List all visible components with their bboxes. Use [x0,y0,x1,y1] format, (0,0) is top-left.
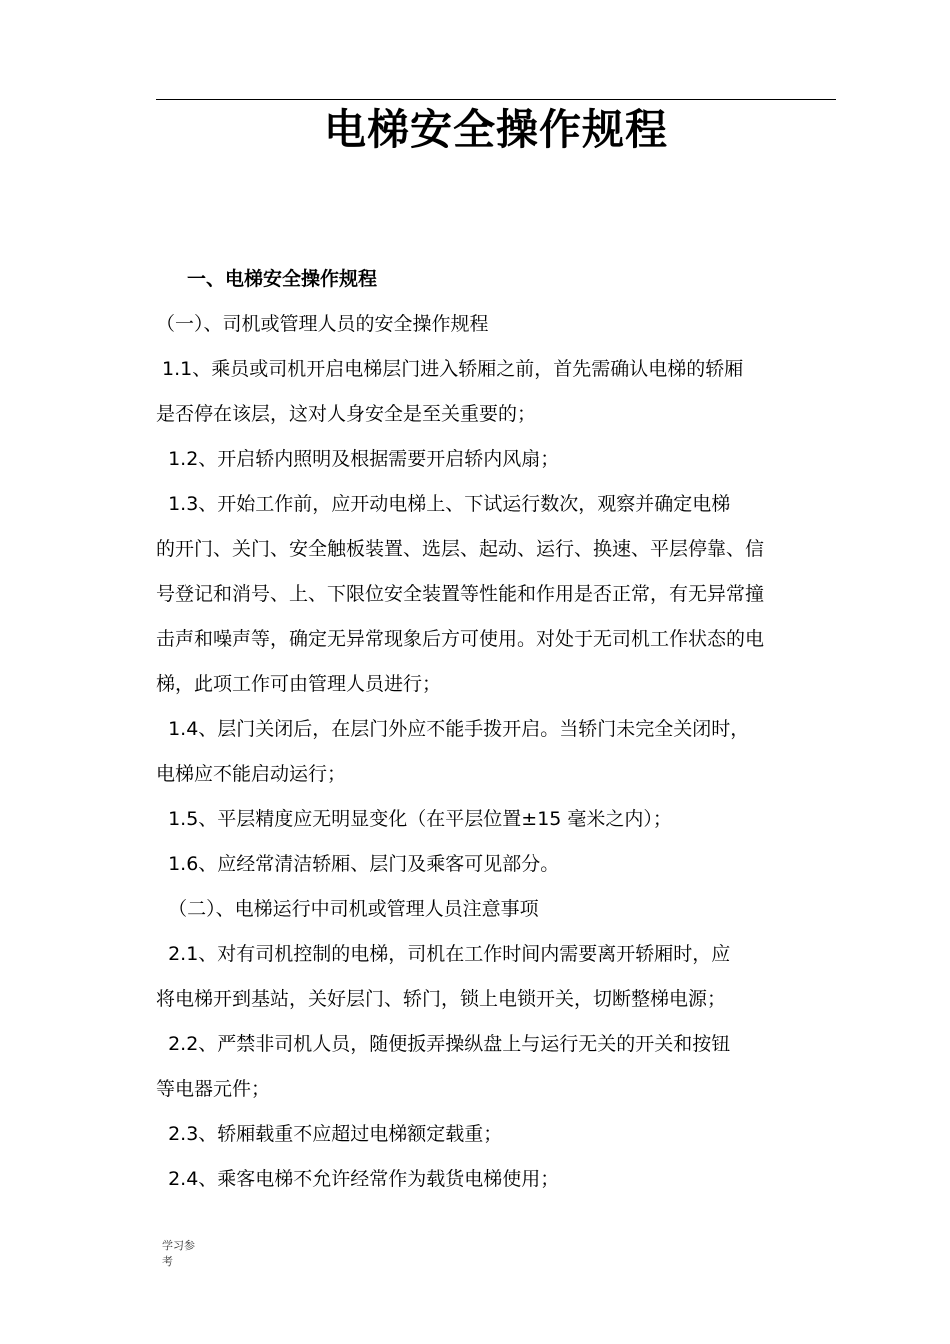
paragraph-line: （一）、司机或管理人员的安全操作规程 [156,313,489,335]
paragraph-line: 梯，此项工作可由管理人员进行； [156,673,442,695]
paragraph-line: 号登记和消号、上、下限位安全装置等性能和作用是否正常，有无异常撞 [156,583,765,605]
paragraph-p-1-6 [156,842,836,887]
paragraph-p-1-3 [156,482,836,707]
paragraph-line: （二）、电梯运行中司机或管理人员注意事项 [156,898,539,920]
footer-note: 学习参 考 [162,1239,195,1268]
paragraph-line: 1.3、开始工作前，应开动电梯上、下试运行数次，观察并确定电梯 [156,493,731,515]
section-heading: 一、电梯安全操作规程 [187,268,378,290]
paragraph-line: 的开门、关门、安全触板装置、选层、起动、运行、换速、平层停靠、信 [156,538,765,560]
paragraph-line: 1.6、应经常清洁轿厢、层门及乘客可见部分。 [156,853,560,875]
paragraph-p-2-4 [156,1157,836,1202]
paragraph-line: 击声和噪声等，确定无异常现象后方可使用。对处于无司机工作状态的电 [156,628,765,650]
paragraph-p-2-2 [156,1022,836,1112]
paragraph-p-2-1 [156,932,836,1022]
paragraph-line: 2.4、乘客电梯不允许经常作为载货电梯使用； [156,1168,560,1190]
page-title: 电梯安全操作规程 [323,105,668,154]
paragraph-line: 2.2、严禁非司机人员，随便扳弄操纵盘上与运行无关的开关和按钮 [156,1033,731,1055]
paragraph-p-1-1 [156,347,836,437]
paragraph-line: 1.1、乘员或司机开启电梯层门进入轿厢之前，首先需确认电梯的轿厢 [156,358,744,380]
paragraph-p-1-5 [156,797,836,842]
paragraph-line: 1.2、开启轿内照明及根据需要开启轿内风扇； [156,448,560,470]
paragraph-p-2-3 [156,1112,836,1157]
paragraph-line: 等电器元件； [156,1078,271,1100]
paragraph-line: 是否停在该层，这对人身安全是至关重要的； [156,403,537,425]
paragraph-line: 1.4、层门关闭后，在层门外应不能手拨开启。当轿门未完全关闭时， [156,718,750,740]
paragraph-line: 电梯应不能启动运行； [156,763,347,785]
paragraph-line: 2.1、对有司机控制的电梯，司机在工作时间内需要离开轿厢时，应 [156,943,731,965]
paragraph-sub-1 [156,302,836,347]
paragraph-sub-2 [156,887,836,932]
paragraph-p-1-4 [156,707,836,797]
paragraph-line: 将电梯开到基站，关好层门、轿门，锁上电锁开关，切断整梯电源； [156,988,727,1010]
paragraph-p-1-2 [156,437,836,482]
paragraph-line: 2.3、轿厢载重不应超过电梯额定载重； [156,1123,503,1145]
paragraph-line: 1.5、平层精度应无明显变化（在平层位置±15 毫米之内）； [156,808,672,830]
